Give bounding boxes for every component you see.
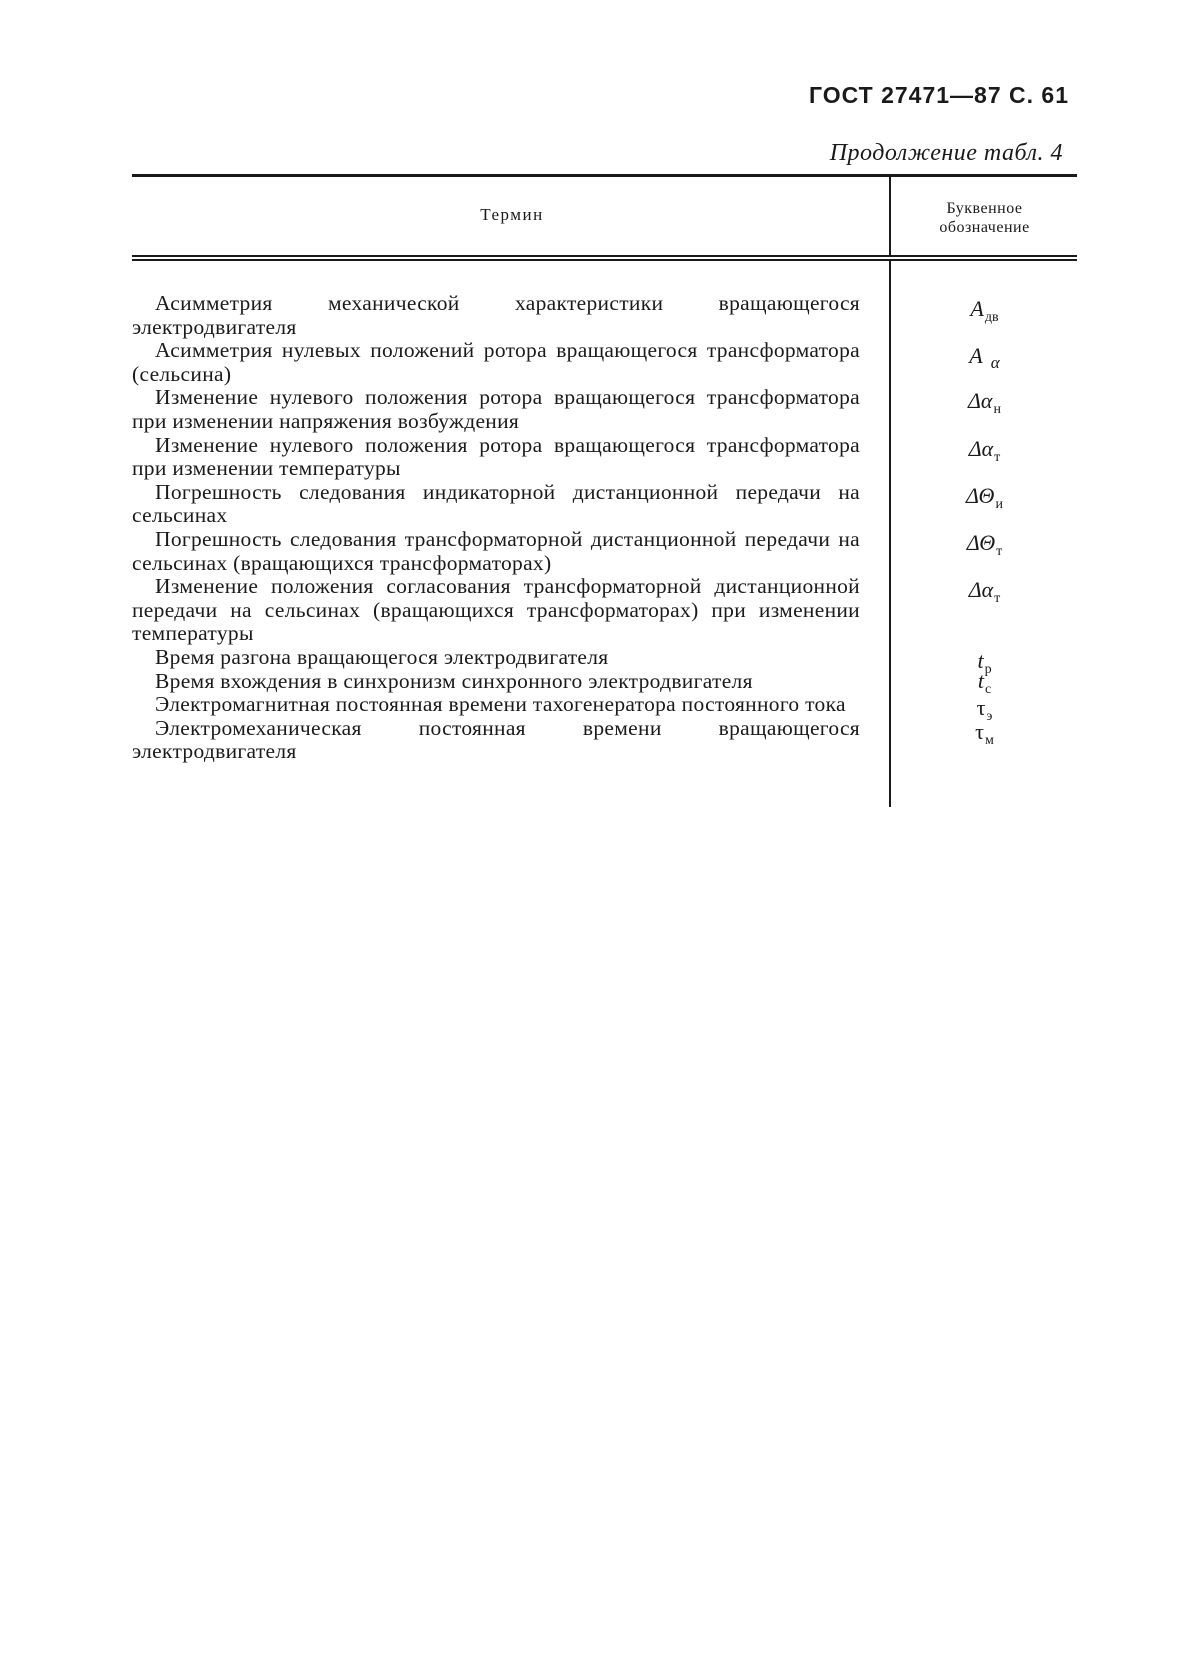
- table-row: [132, 339, 1077, 386]
- table-row: [132, 692, 1077, 725]
- term-text: Асимметрия нулевых положений ротора вращающегося трансформатора (сельсина): [132, 338, 860, 386]
- term-text: Изменение нулевого положения ротора вращающегося трансформатора при изменении температуры: [132, 432, 860, 481]
- table-body: [132, 261, 1077, 764]
- symbol-main: t: [977, 667, 984, 693]
- table-row: [132, 528, 1077, 575]
- symbol-main: Δα: [968, 435, 994, 461]
- term-text: Время вхождения в синхронизм синхронного электродвигателя: [155, 668, 753, 693]
- symbol-subscript: н: [993, 402, 1001, 418]
- table-header-row: [132, 177, 1077, 255]
- symbol-cell: [892, 530, 1077, 560]
- symbol-cell: [892, 577, 1077, 607]
- symbol-main: τ: [975, 718, 984, 744]
- header-column-divider: [889, 177, 891, 255]
- term-text: Изменение положения согласования трансформаторной дистанционной передачи на сельсинах (вращающихся трансформаторах) при изменении температуры: [132, 574, 860, 646]
- symbol-main: Δα: [968, 577, 994, 603]
- term-text: Электромагнитная постоянная времени тахогенератора постоянного тока: [155, 692, 846, 717]
- symbol-subscript: э: [986, 709, 993, 725]
- table-row: [132, 575, 1077, 646]
- term-text: Электромеханическая постоянная времени вращающегося электродвигателя: [132, 715, 860, 764]
- table-row: [132, 667, 1077, 697]
- symbol-cell: [892, 436, 1077, 466]
- symbol-main: Δα: [968, 388, 993, 414]
- symbol-subscript: т: [996, 543, 1003, 559]
- table-row: [132, 434, 1077, 481]
- term-text: Асимметрия механической характеристики вращающегося электродвигателя: [132, 291, 860, 339]
- table-row: [132, 481, 1077, 528]
- symbol-subscript: р: [984, 661, 992, 677]
- column-header-symbol-line1: Буквенное: [946, 200, 1023, 217]
- symbol-subscript: дв: [984, 310, 999, 325]
- symbol-cell: [892, 343, 1077, 373]
- symbol-main: τ: [976, 695, 986, 721]
- table-caption: Продолжение табл. 4: [829, 140, 1063, 166]
- symbol-cell: [892, 388, 1077, 418]
- symbol-main: A: [970, 296, 984, 321]
- page-header: ГОСТ 27471—87 С. 61: [808, 82, 1069, 108]
- symbol-subscript: α: [990, 353, 1000, 373]
- column-header-term: Термин: [480, 205, 544, 224]
- symbol-cell: [892, 483, 1077, 513]
- symbol-main: ΔΘ: [966, 482, 995, 508]
- terms-table: [132, 174, 1077, 764]
- symbol-cell: [892, 296, 1077, 326]
- table-row: [132, 386, 1077, 433]
- symbol-cell: [892, 719, 1077, 749]
- term-text: Погрешность следования трансформаторной дистанционной передачи на сельсинах (вращающихся трансформаторах): [132, 526, 860, 575]
- column-header-symbol-line2: обозначение: [939, 219, 1030, 236]
- table-row: [132, 644, 1077, 677]
- table-row: [132, 717, 1077, 764]
- symbol-subscript: с: [984, 681, 992, 697]
- term-text: Погрешность следования индикаторной дистанционной передачи на сельсинах: [132, 479, 860, 528]
- term-text: Время разгона вращающегося электродвигателя: [155, 644, 609, 669]
- symbol-subscript: т: [994, 449, 1001, 465]
- table-row: [132, 292, 1077, 339]
- term-text: Изменение нулевого положения ротора вращающегося трансформатора при изменении напряжения возбуждения: [132, 385, 860, 433]
- column-header-symbol: [892, 199, 1077, 237]
- symbol-subscript: т: [994, 591, 1001, 607]
- symbol-subscript: м: [984, 732, 994, 748]
- symbol-main: t: [977, 647, 984, 673]
- symbol-subscript: и: [995, 496, 1003, 512]
- symbol-main: A: [969, 343, 983, 369]
- symbol-main: ΔΘ: [966, 529, 996, 555]
